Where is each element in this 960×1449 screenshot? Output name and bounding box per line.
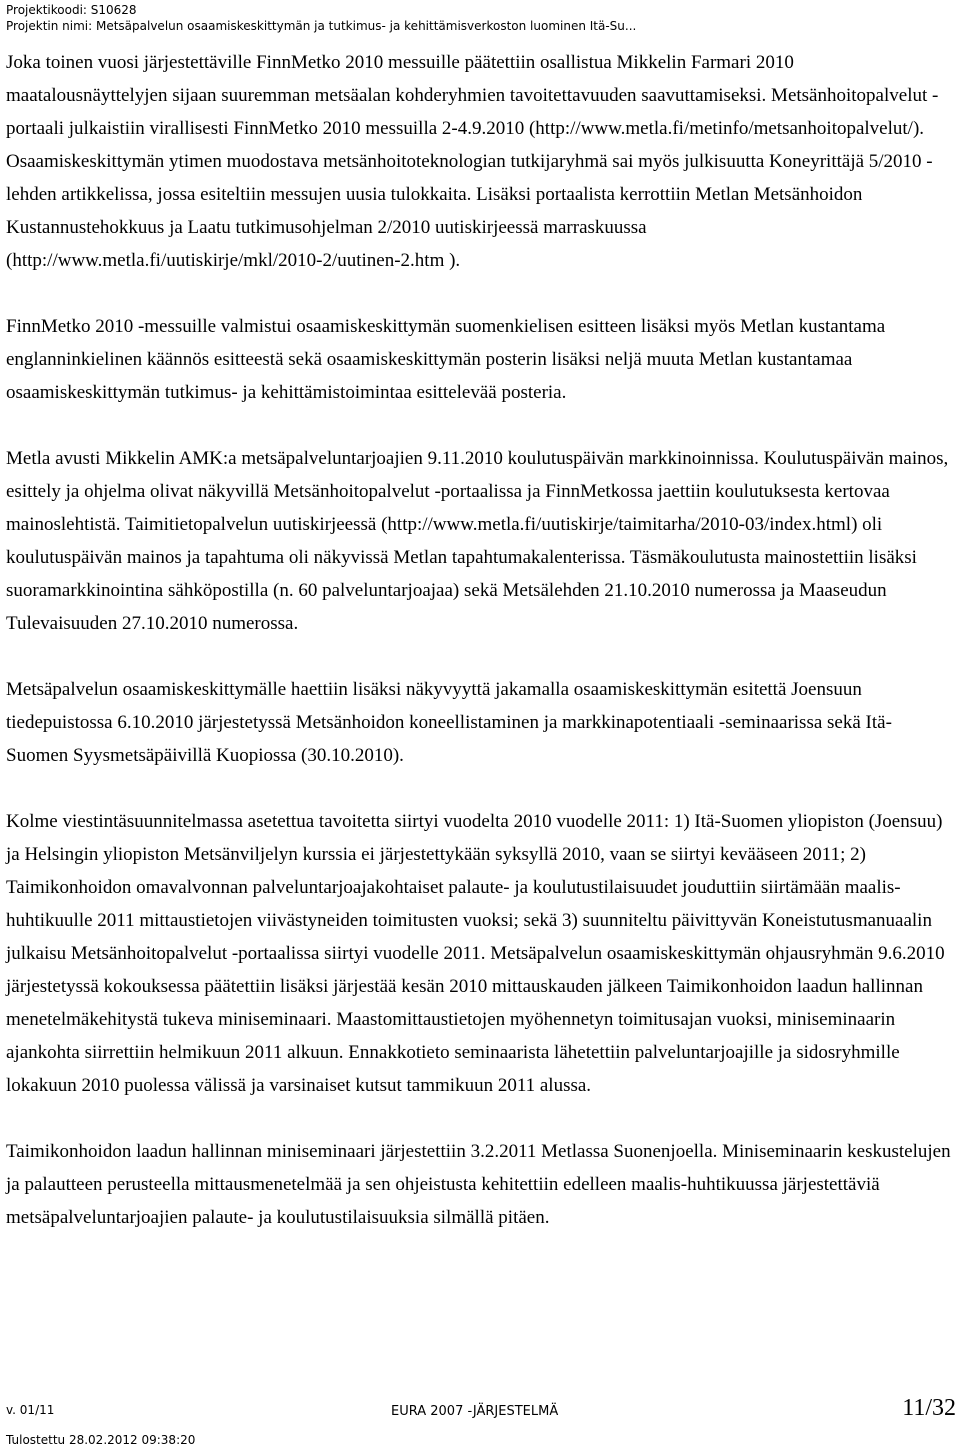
project-name: Projektin nimi: Metsäpalvelun osaamiskeskittymän ja tutkimus- ja kehittämisverkoston luominen Itä-Su... <box>6 19 637 33</box>
print-timestamp: Tulostettu 28.02.2012 09:38:20 <box>6 1433 196 1447</box>
system-name: EURA 2007 -JÄRJESTELMÄ <box>391 1404 559 1419</box>
project-code: Projektikoodi: S10628 <box>6 3 137 17</box>
paragraph-training-day-marketing: Metla avusti Mikkelin AMK:a metsäpalveluntarjoajien 9.11.2010 koulutuspäivän markkinoinnissa. Koulutuspäivän mainos, esittely ja ohjelma olivat näkyvillä Metsänhoitopalvelut -portaalissa ja FinnMetkossa jaettiin koulutuksesta kertovaa mainoslehtistä. Taimitietopalvelun uutiskirjeessä (http://www.metla.fi/uutiskirje/taimitarha/2010-03/index.html) oli koulutuspäivän mainos ja tapahtuma oli näkyvissä Metlan tapahtumakalenterissa. Täsmäkoulutusta mainostettiin lisäksi suoramarkkinointina sähköpostilla (n. 60 palveluntarjoajaa) sekä Metsälehden 21.10.2010 numerossa ja Maaseudun Tulevaisuuden 27.10.2010 numerossa. <box>6 448 949 634</box>
paragraph-miniseminar: Taimikonhoidon laadun hallinnan miniseminaari järjestettiin 3.2.2011 Metlassa Suonenjoella. Miniseminaarin keskustelujen ja palautteen perusteella mittausmenetelmää ja sen ohjeistusta kehitettiin edelleen maalis-huhtikuussa järjestettäviä metsäpalveluntarjoajien palaute- ja koulutustilaisuuksia silmällä pitäen. <box>6 1141 951 1228</box>
paragraph-finnmetko-participation: Joka toinen vuosi järjestettäville FinnMetko 2010 messuille päätettiin osallistua Mikkelin Farmari 2010 maatalousnäyttelyjen sijaan suuremman metsäalan kohderyhmien tavoitettavuuden saavuttamiseksi. Metsänhoitopalvelut -portaali julkaistiin virallisesti FinnMetko 2010 messuilla 2-4.9.2010 (http://www.metla.fi/metinfo/metsanhoitopalvelut/). Osaamiskeskittymän ytimen muodostava metsänhoitoteknologian tutkijaryhmä sai myös julkisuutta Koneyrittäjä 5/2010 -lehden artikkelissa, jossa esiteltiin messujen uusia tulokkaita. Lisäksi portaalista kerrottiin Metlan Metsänhoidon Kustannustehokkuus ja Laatu tutkimusohjelman 2/2010 uutiskirjeessä marraskuussa (http://www.metla.fi/uutiskirje/mkl/2010-2/uutinen-2.htm ). <box>6 52 939 271</box>
page-number: 11/32 <box>902 1395 956 1421</box>
paragraph-visibility: Metsäpalvelun osaamiskeskittymälle haettiin lisäksi näkyvyyttä jakamalla osaamiskeskittymän esitettä Joensuun tiedepuistossa 6.10.2010 järjestetyssä Metsänhoidon koneellistaminen ja markkinapotentiaali -seminaarissa sekä Itä-Suomen Syysmetsäpäivillä Kuopiossa (30.10.2010). <box>6 679 892 766</box>
document-body <box>6 46 951 1267</box>
paragraph-postponed-goals: Kolme viestintäsuunnitelmassa asetettua tavoitetta siirtyi vuodelta 2010 vuodelle 2011: 1) Itä-Suomen yliopiston (Joensuu) ja Helsingin yliopiston Metsänviljelyn kurssia ei järjestettykään syksyllä 2010, vaan se siirtyi kevääseen 2011; 2) Taimikonhoidon omavalvonnan palveluntarjoajakohtaiset palaute- ja koulutustilaisuudet jouduttiin siirtämään maalis-huhtikuulle 2011 mittaustietojen viivästyneiden toimitusten vuoksi; sekä 3) suunniteltu päivittyvän Koneistutusmanuaalin julkaisu Metsänhoitopalvelut -portaalissa siirtyi vuodelle 2011. Metsäpalvelun osaamiskeskittymän ohjausryhmän 9.6.2010 järjestetyssä kokouksessa päätettiin lisäksi järjestää kesän 2010 mittauskauden jälkeen Taimikonhoidon laadun hallinnan menetelmäkehitystä tukeva miniseminaari. Maastomittaustietojen myöhennetyn toimitusajan vuoksi, miniseminaarin ajankohta siirrettiin helmikuun 2011 alkuun. Ennakkotieto seminaarista lähetettiin palveluntarjoajille ja sidosryhmille lokakuun 2010 puolessa välissä ja varsinaiset kutsut tammikuun 2011 alussa. <box>6 811 945 1096</box>
version-label: v. 01/11 <box>6 1403 55 1417</box>
page-header <box>6 2 636 34</box>
page-footer <box>6 1395 956 1447</box>
paragraph-brochure-posters: FinnMetko 2010 -messuille valmistui osaamiskeskittymän suomenkielisen esitteen lisäksi myös Metlan kustantama englanninkielinen käännös esitteestä sekä osaamiskeskittymän posterin lisäksi neljä muuta Metlan kustantamaa osaamiskeskittymän tutkimus- ja kehittämistoimintaa esittelevää posteria. <box>6 316 886 403</box>
